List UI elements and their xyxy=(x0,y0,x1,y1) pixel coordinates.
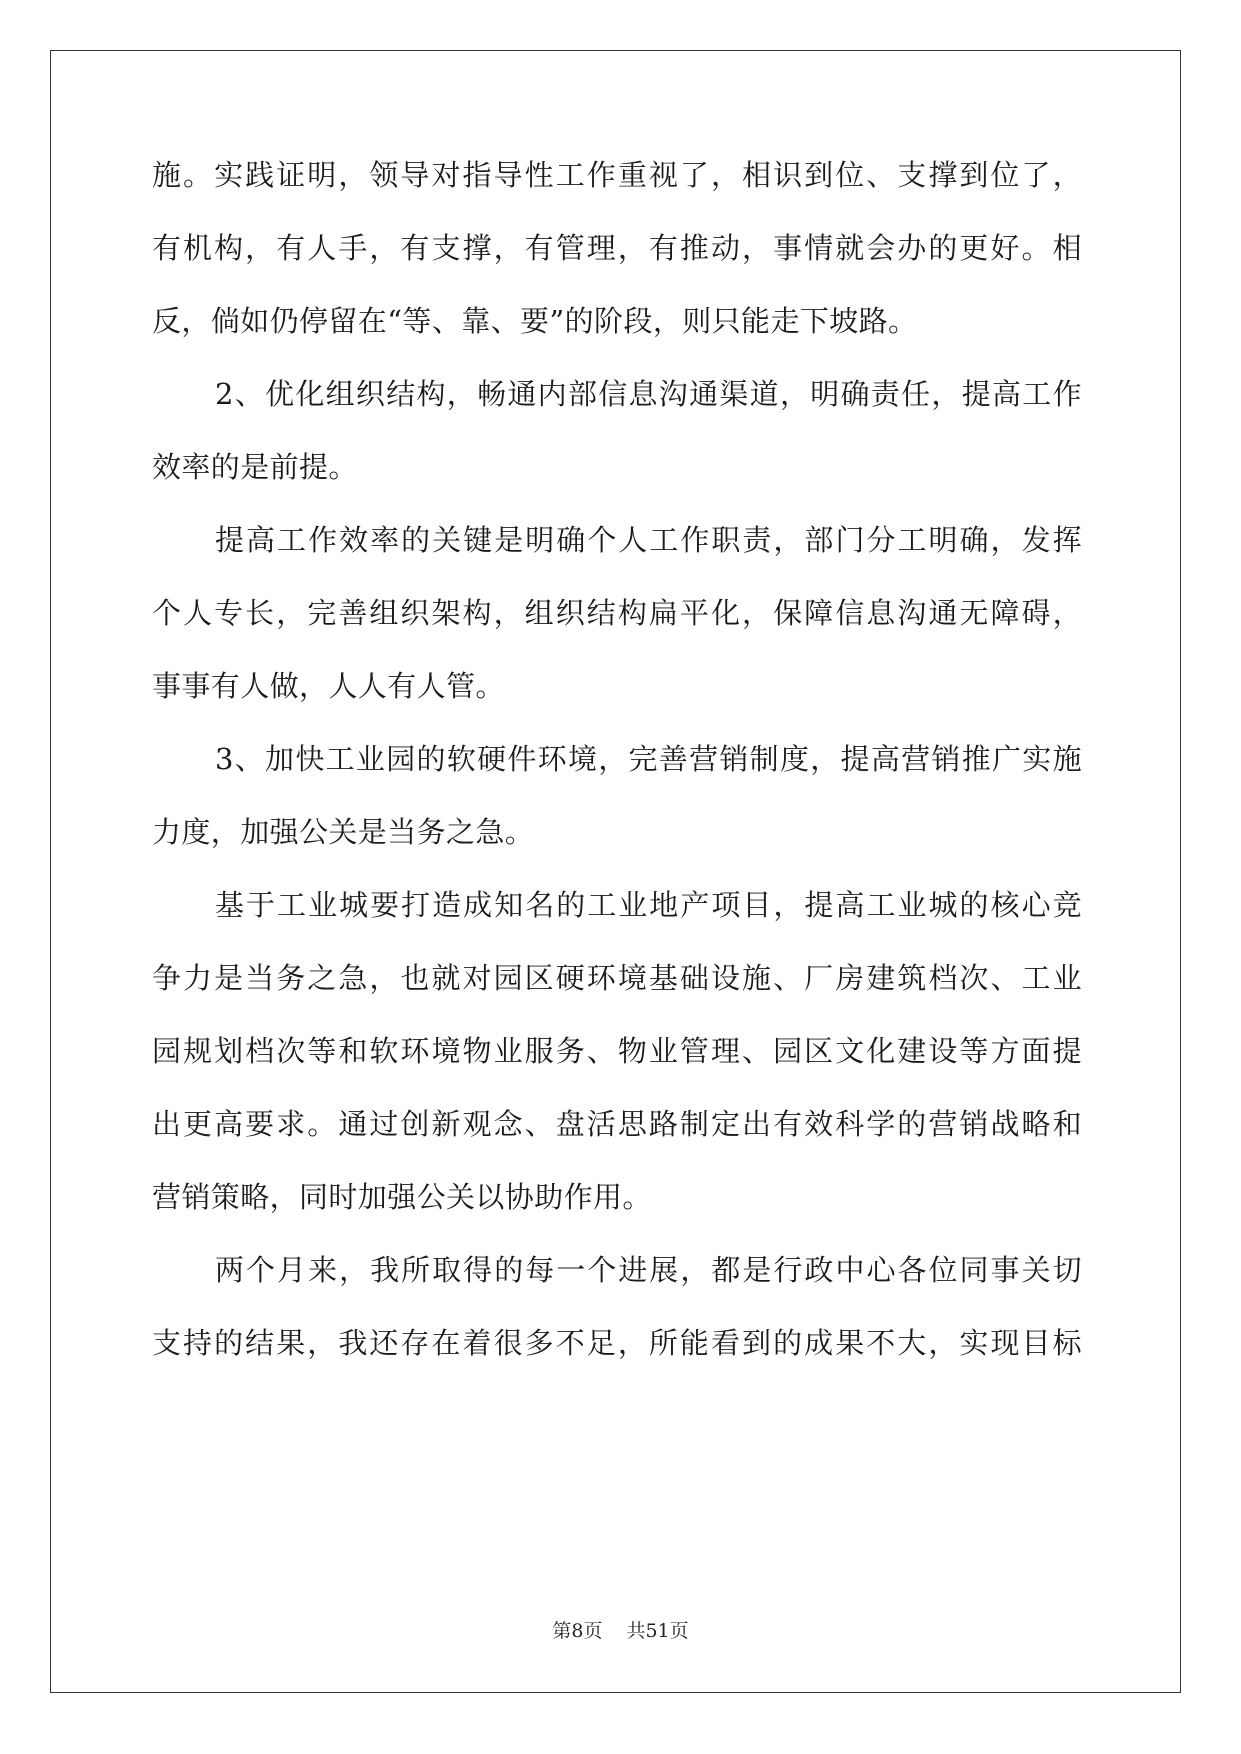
text-line: 两个月来，我所取得的每一个进展，都是行政中心各位同事关切 xyxy=(215,1253,1082,1287)
text-line: 提高工作效率的关键是明确个人工作职责，部门分工明确，发挥 xyxy=(215,523,1082,557)
text-line: 基于工业城要打造成知名的工业地产项目，提高工业城的核心竞 xyxy=(215,888,1082,922)
text-line: 有机构，有人手，有支撑，有管理，有推动，事情就会办的更好。相 xyxy=(152,231,1082,265)
text-line: 个人专长，完善组织架构，组织结构扁平化，保障信息沟通无障碍， xyxy=(152,596,1082,630)
text-line: 2、优化组织结构，畅通内部信息沟通渠道，明确责任，提高工作 xyxy=(215,377,1082,411)
text-line: 效率的是前提。 xyxy=(152,450,358,484)
text-line: 支持的结果，我还存在着很多不足，所能看到的成果不大，实现目标 xyxy=(152,1326,1082,1360)
page-number: 第8页 xyxy=(552,1620,603,1642)
text-line: 力度，加强公关是当务之急。 xyxy=(152,815,535,849)
text-line: 3、加快工业园的软硬件环境，完善营销制度，提高营销推广实施 xyxy=(215,742,1082,776)
text-line: 施。实践证明，领导对指导性工作重视了，相识到位、支撑到位了， xyxy=(152,158,1082,192)
page-border xyxy=(50,50,1181,1693)
text-line: 争力是当务之急，也就对园区硬环境基础设施、厂房建筑档次、工业 xyxy=(152,961,1082,995)
text-line: 出更高要求。通过创新观念、盘活思路制定出有效科学的营销战略和 xyxy=(152,1107,1082,1141)
text-line: 园规划档次等和软环境物业服务、物业管理、园区文化建设等方面提 xyxy=(152,1034,1082,1068)
page-total: 共51页 xyxy=(626,1620,689,1642)
text-line: 营销策略，同时加强公关以协助作用。 xyxy=(152,1180,652,1214)
text-line: 反，倘如仍停留在“等、靠、要”的阶段，则只能走下坡路。 xyxy=(152,304,918,338)
text-line: 事事有人做，人人有人管。 xyxy=(152,669,505,703)
page-footer xyxy=(0,1618,1241,1644)
